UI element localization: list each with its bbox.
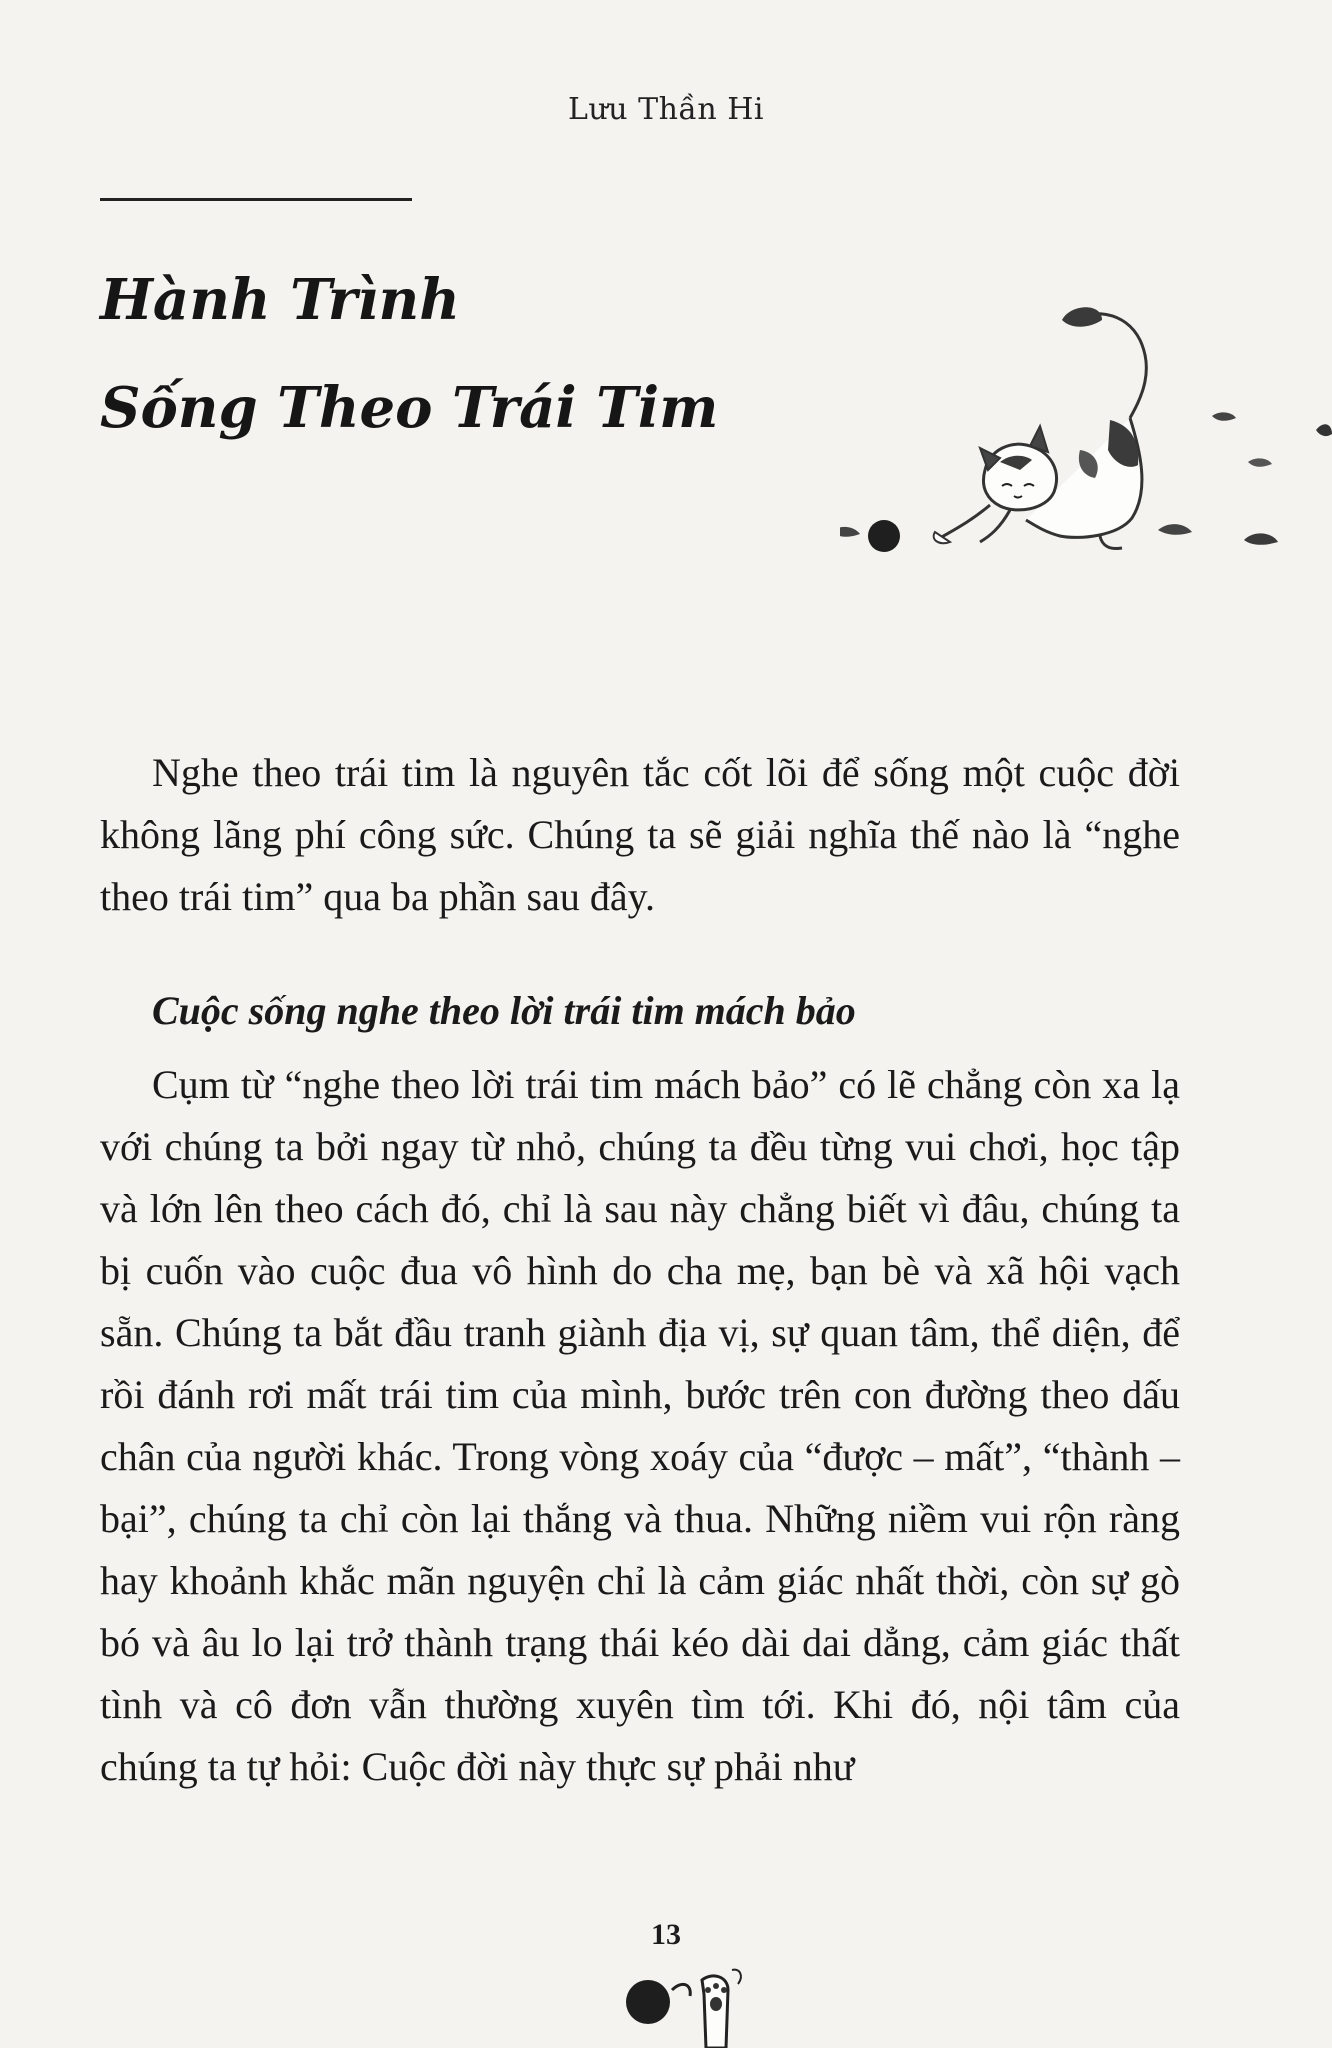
cat-stretching-with-yarn-ball-icon xyxy=(840,300,1332,620)
yarn-ball-and-cat-paw-icon xyxy=(610,1950,770,2048)
section-paragraph: Cụm từ “nghe theo lời trái tim mách bảo” có lẽ chẳng còn xa lạ với chúng ta bởi ngay từ nhỏ, chúng ta đều từng vui chơi, học tập và lớn lên theo cách đó, chỉ là sau này chẳng biết vì đâu, chúng ta bị cuốn vào cuộc đua vô hình do cha mẹ, bạn bè và xã hội vạch sẵn. Chúng ta bắt đầu tranh giành địa vị, sự quan tâm, thể diện, để rồi đánh rơi mất trái tim của mình, bước trên con đường theo dấu chân của người khác. Trong vòng xoáy của “được – mất”, “thành – bại”, chúng ta chỉ còn lại thắng và thua. Những niềm vui rộn ràng hay khoảnh khắc mãn nguyện chỉ là cảm giác nhất thời, còn sự gò bó và âu lo lại trở thành trạng thái kéo dài dai dẳng, cảm giác thất tình và cô đơn vẫn thường xuyên tìm tới. Khi đó, nội tâm của chúng ta tự hỏi: Cuộc đời này thực sự phải như xyxy=(100,1062,1180,1789)
section-heading: Cuộc sống nghe theo lời trái tim mách bảo xyxy=(152,988,856,1033)
page-number: 13 xyxy=(651,1918,681,1951)
chapter-title xyxy=(100,246,718,462)
body-text xyxy=(100,742,1180,1798)
chapter-title-line-2: Sống Theo Trái Tim xyxy=(100,375,719,441)
title-divider xyxy=(100,198,412,201)
running-header: Lưu Thần Hi xyxy=(568,92,764,127)
chapter-title-line-1: Hành Trình xyxy=(100,267,460,333)
intro-paragraph: Nghe theo trái tim là nguyên tắc cốt lõi để sống một cuộc đời không lãng phí công sức. Chúng ta sẽ giải nghĩa thế nào là “nghe theo trái tim” qua ba phần sau đây. xyxy=(100,750,1180,919)
